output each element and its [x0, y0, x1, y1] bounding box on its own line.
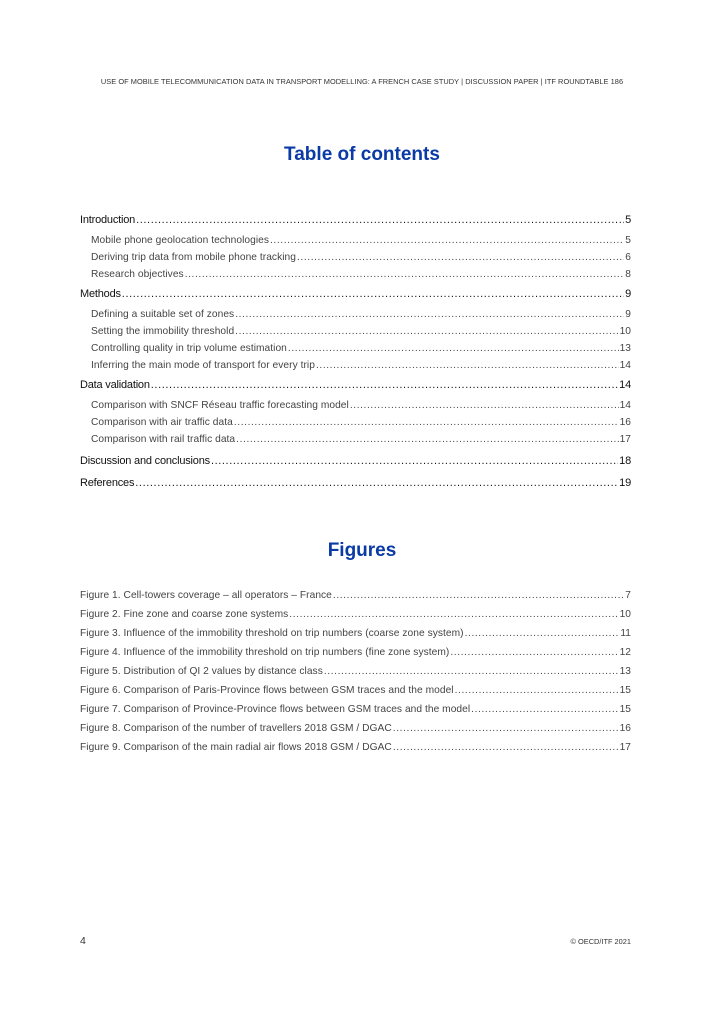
toc-entry-label: Research objectives: [91, 269, 184, 280]
figure-entry-page: 13: [619, 666, 631, 677]
toc-entry-sncf-comparison[interactable]: [80, 397, 631, 414]
figure-entry[interactable]: [80, 681, 631, 700]
figure-entry-label: Figure 6. Comparison of Paris-Province flows between GSM traces and the model: [80, 685, 454, 696]
toc-list: [80, 212, 631, 492]
toc-entry-air-comparison[interactable]: [80, 414, 631, 431]
dot-leader: [393, 719, 619, 738]
dot-leader: [288, 340, 619, 357]
figure-entry[interactable]: [80, 700, 631, 719]
toc-entry-page: 5: [625, 235, 631, 246]
toc-entry-page: 9: [625, 309, 631, 320]
dot-leader: [450, 643, 618, 662]
toc-entry-label: Introduction: [80, 214, 136, 226]
dot-leader: [393, 738, 619, 757]
figure-entry-page: 16: [619, 723, 631, 734]
toc-entry-research-objectives[interactable]: [80, 266, 631, 283]
toc-entry-zones[interactable]: [80, 306, 631, 323]
toc-entry-page: 5: [625, 214, 631, 226]
dot-leader: [234, 414, 619, 431]
dot-leader: [316, 357, 619, 374]
toc-entry-immobility-threshold[interactable]: [80, 323, 631, 340]
toc-entry-page: 8: [625, 269, 631, 280]
toc-entry-label: Controlling quality in trip volume estimation: [91, 343, 287, 354]
dot-leader: [333, 586, 624, 605]
figure-entry[interactable]: [80, 738, 631, 757]
page-number: 4: [80, 935, 86, 947]
toc-entry-label: Mobile phone geolocation technologies: [91, 235, 269, 246]
figure-entry-label: Figure 5. Distribution of QI 2 values by distance class: [80, 666, 323, 677]
figures-title: Figures: [327, 540, 397, 561]
toc-entry-quality-control[interactable]: [80, 340, 631, 357]
toc-entry-deriving-trip-data[interactable]: [80, 249, 631, 266]
toc-entry-page: 14: [619, 379, 631, 391]
toc-entry-methods[interactable]: [80, 286, 631, 303]
dot-leader: [236, 431, 618, 448]
dot-leader: [235, 306, 624, 323]
figure-entry-page: 17: [619, 742, 631, 753]
toc-entry-label: Data validation: [80, 379, 150, 391]
toc-entry-label: Comparison with air traffic data: [91, 417, 233, 428]
dot-leader: [297, 249, 624, 266]
toc-entry-page: 16: [619, 417, 631, 428]
figure-entry-label: Figure 4. Influence of the immobility threshold on trip numbers (fine zone system): [80, 647, 450, 658]
toc-entry-label: Discussion and conclusions: [80, 455, 210, 467]
toc-entry-data-validation[interactable]: [80, 377, 631, 394]
toc-entry-page: 14: [619, 360, 631, 371]
figure-entry[interactable]: [80, 662, 631, 681]
dot-leader: [122, 286, 624, 303]
figure-entry-page: 11: [620, 628, 631, 639]
figure-entry[interactable]: [80, 586, 631, 605]
copyright-notice: © OECD/ITF 2021: [570, 937, 631, 946]
toc-entry-page: 10: [619, 326, 631, 337]
toc-entry-label: Methods: [80, 288, 121, 300]
figure-entry-label: Figure 3. Influence of the immobility threshold on trip numbers (coarse zone system): [80, 628, 464, 639]
dot-leader: [289, 605, 618, 624]
figure-entry-page: 15: [619, 704, 631, 715]
toc-entry-page: 9: [625, 288, 631, 300]
dot-leader: [455, 681, 619, 700]
running-header: USE OF MOBILE TELECOMMUNICATION DATA IN TRANSPORT MODELLING: A FRENCH CASE STUDY | DISCUSSION PAPER | ITF ROUNDTABLE 186: [100, 77, 624, 86]
dot-leader: [235, 323, 618, 340]
toc-title: Table of contents: [284, 144, 440, 165]
dot-leader: [471, 700, 618, 719]
figures-list: [80, 586, 631, 757]
dot-leader: [465, 624, 620, 643]
figure-entry-page: 12: [619, 647, 631, 658]
toc-entry-page: 19: [619, 477, 631, 489]
toc-entry-label: Inferring the main mode of transport for every trip: [91, 360, 315, 371]
figure-entry-page: 10: [619, 609, 631, 620]
toc-entry-page: 18: [619, 455, 631, 467]
dot-leader: [135, 475, 618, 492]
figure-entry-label: Figure 9. Comparison of the main radial air flows 2018 GSM / DGAC: [80, 742, 392, 753]
figure-entry[interactable]: [80, 605, 631, 624]
dot-leader: [324, 662, 619, 681]
toc-entry-rail-comparison[interactable]: [80, 431, 631, 448]
figure-entry[interactable]: [80, 643, 631, 662]
figure-entry-label: Figure 2. Fine zone and coarse zone systems: [80, 609, 289, 620]
dot-leader: [211, 453, 618, 470]
dot-leader: [185, 266, 625, 283]
figure-entry[interactable]: [80, 624, 631, 643]
toc-entry-page: 13: [619, 343, 631, 354]
toc-entry-page: 6: [625, 252, 631, 263]
dot-leader: [136, 212, 624, 229]
toc-entry-label: References: [80, 477, 135, 489]
toc-entry-discussion[interactable]: [80, 453, 631, 470]
toc-entry-page: 14: [619, 400, 631, 411]
toc-entry-label: Comparison with rail traffic data: [91, 434, 236, 445]
toc-entry-page: 17: [619, 434, 631, 445]
figure-entry-label: Figure 8. Comparison of the number of travellers 2018 GSM / DGAC: [80, 723, 392, 734]
toc-entry-references[interactable]: [80, 475, 631, 492]
toc-entry-label: Deriving trip data from mobile phone tracking: [91, 252, 296, 263]
dot-leader: [350, 397, 619, 414]
toc-entry-label: Comparison with SNCF Réseau traffic forecasting model: [91, 400, 349, 411]
toc-entry-label: Setting the immobility threshold: [91, 326, 235, 337]
figure-entry-label: Figure 7. Comparison of Province-Province flows between GSM traces and the model: [80, 704, 471, 715]
toc-entry-introduction[interactable]: [80, 212, 631, 229]
figure-entry-label: Figure 1. Cell-towers coverage – all operators – France: [80, 590, 332, 601]
dot-leader: [151, 377, 618, 394]
figure-entry[interactable]: [80, 719, 631, 738]
dot-leader: [270, 232, 624, 249]
toc-entry-main-mode[interactable]: [80, 357, 631, 374]
figure-entry-page: 15: [619, 685, 631, 696]
toc-entry-geolocation[interactable]: [80, 232, 631, 249]
figure-entry-page: 7: [625, 590, 631, 601]
toc-entry-label: Defining a suitable set of zones: [91, 309, 235, 320]
